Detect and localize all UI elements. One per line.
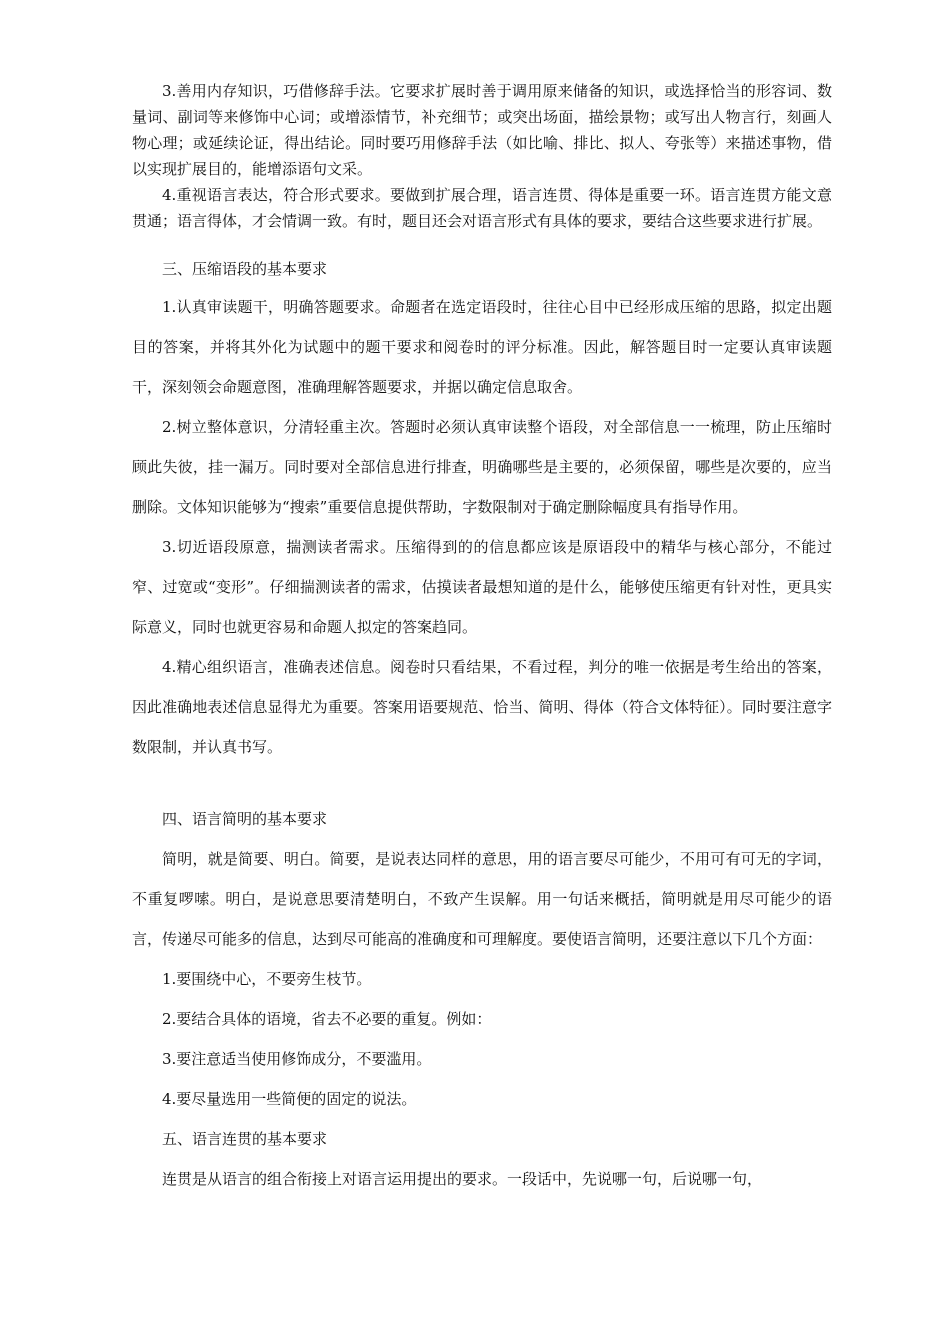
paragraph-compress-2: 2.树立整体意识，分清轻重主次。答题时必须认真审读整个语段，对全部信息一一梳理，防止压缩时顾此失彼，挂一漏万。同时要对全部信息进行排查，明确哪些是主要的，必须保留，哪些是次要的，应当删除。文体知识能够为“搜索”重要信息提供帮助，字数限制对于确定删除幅度具有指导作用。	[132, 418, 832, 516]
paragraph-compress-1: 1.认真审读题干，明确答题要求。命题者在选定语段时，往往心目中已经形成压缩的思路，拟定出题目的答案，并将其外化为试题中的题干要求和阅卷时的评分标准。因此，解答题目时一定要认真审读题干，深刻领会命题意图，准确理解答题要求，并据以确定信息取舍。	[132, 298, 832, 396]
heading-concise: 四、语言简明的基本要求	[162, 810, 328, 828]
concise-section	[132, 799, 832, 1199]
list-item-concise-2: 2.要结合具体的语境，省去不必要的重复。例如：	[162, 1010, 492, 1028]
paragraph-expand-3: 3.善用内存知识，巧借修辞手法。它要求扩展时善于调用原来储备的知识，或选择恰当的形容词、数量词、副词等来修饰中心词；或增添情节，补充细节；或突出场面，描绘景物；或写出人物言行，刻画人物心理；或延续论证，得出结论。同时要巧用修辞手法（如比喻、排比、拟人、夸张等）来描述事物，借以实现扩展目的，能增添语句文采。	[132, 82, 832, 178]
paragraph-expand-4: 4.重视语言表达，符合形式要求。要做到扩展合理，语言连贯、得体是重要一环。语言连贯方能文意贯通；语言得体，才会情调一致。有时，题目还会对语言形式有具体的要求，要结合这些要求进行扩展。	[132, 186, 832, 230]
heading-compress: 三、压缩语段的基本要求	[162, 260, 328, 278]
compress-section	[132, 287, 832, 767]
list-item-concise-4: 4.要尽量选用一些简便的固定的说法。	[162, 1090, 417, 1108]
paragraph-coherence-intro: 连贯是从语言的组合衔接上对语言运用提出的要求。一段话中，先说哪一句，后说哪一句，	[162, 1170, 763, 1188]
list-item-concise-1: 1.要围绕中心，不要旁生枝节。	[162, 970, 372, 988]
paragraph-concise-intro: 简明，就是简要、明白。简要，是说表达同样的意思，用的语言要尽可能少，不用可有可无的字词，不重复啰嗦。明白，是说意思要清楚明白，不致产生误解。用一句话来概括，简明就是用尽可能少的语言，传递尽可能多的信息，达到尽可能高的准确度和可理解度。要使语言简明，还要注意以下几个方面：	[132, 850, 832, 948]
expand-section-tail	[132, 78, 832, 234]
list-item-concise-3: 3.要注意适当使用修饰成分，不要滥用。	[162, 1050, 432, 1068]
paragraph-compress-4: 4.精心组织语言，准确表述信息。阅卷时只看结果，不看过程，判分的唯一依据是考生给出的答案，因此准确地表述信息显得尤为重要。答案用语要规范、恰当、简明、得体（符合文体特征）。同时要注意字数限制，并认真书写。	[132, 658, 832, 756]
paragraph-compress-3: 3.切近语段原意，揣测读者需求。压缩得到的的信息都应该是原语段中的精华与核心部分，不能过窄、过宽或“变形”。仔细揣测读者的需求，估摸读者最想知道的是什么，能够使压缩更有针对性，更具实际意义，同时也就更容易和命题人拟定的答案趋同。	[132, 538, 832, 636]
heading-coherence: 五、语言连贯的基本要求	[162, 1130, 328, 1148]
